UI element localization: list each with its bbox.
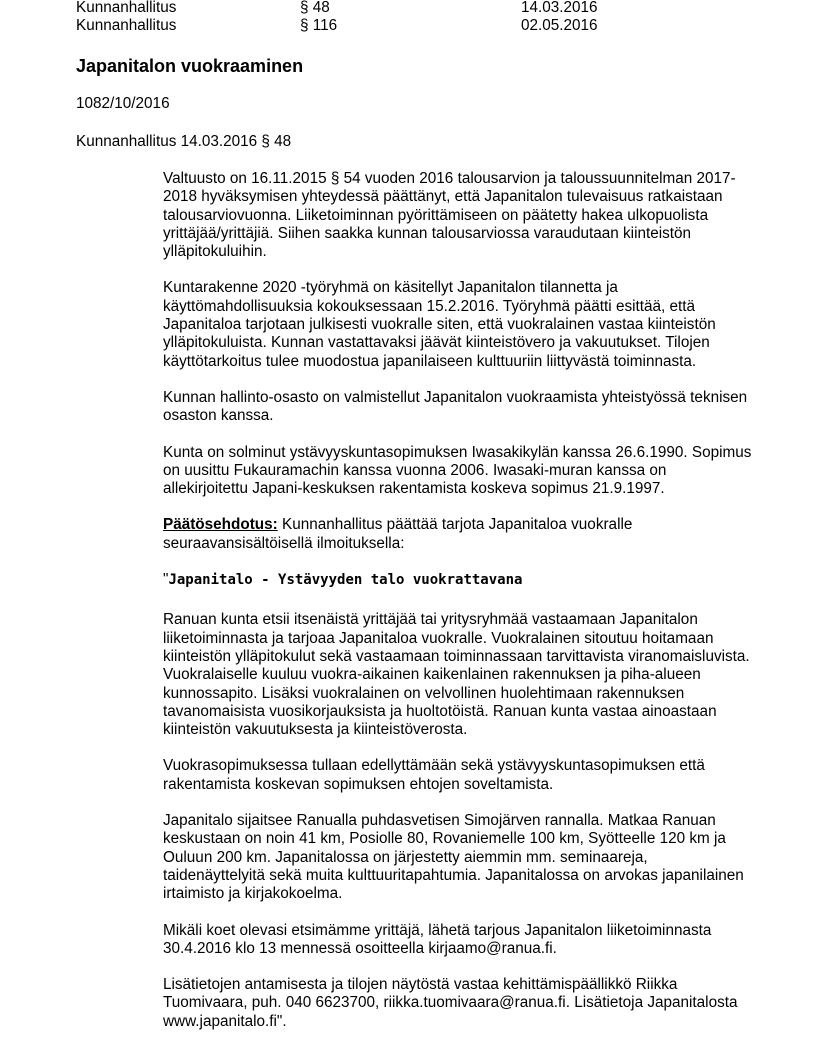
header-row <box>76 0 776 17</box>
record-number: 1082/10/2016 <box>76 95 170 112</box>
ad-open-quote: " <box>163 571 169 589</box>
header-section: § 48 <box>300 0 330 16</box>
paragraph: Valtuusto on 16.11.2015 § 54 vuoden 2016 talousarvion ja taloussuunnitelman 2017-2018 hyväksymisen yhteydessä päättänyt, että Japanitalon tulevaisuus ratkaistaan talousarviovuonna. Liiketoiminnan pyörittämiseen on päätetty hakea ulkopuolista yrittäjää/yrittäjiä. Siihen saakka kunnan talousarviossa varaudutaan kiinteistön ylläpitokuluihin. <box>163 170 736 261</box>
proposal-text: Kunnanhallitus päättää tarjota Japanitaloa vuokralle seuraavansisältöisellä ilmoituksella: <box>163 516 633 552</box>
ad-title: Japanitalo - Ystävyyden talo vuokrattavana <box>168 572 523 589</box>
meeting-reference: Kunnanhallitus 14.03.2016 § 48 <box>76 133 292 150</box>
ad-paragraph: Vuokrasopimuksessa tullaan edellyttämään sekä ystävyyskuntasopimuksen että rakentamista koskevan sopimuksen ehtojen soveltamista. <box>163 757 705 793</box>
ad-paragraph: Mikäli koet olevasi etsimämme yrittäjä, lähetä tarjous Japanitalon liiketoiminnasta 30.4.2016 klo 13 mennessä osoitteella kirjaamo@ranua.fi. <box>163 921 712 957</box>
ad-paragraph: Ranuan kunta etsii itsenäistä yrittäjää tai yritysryhmää vastaamaan Japanitalon liiketoiminnasta ja tarjoaa Japanitaloa vuokralle. Vuokralainen sitoutuu hoitamaan kiinteistön ylläpitokulut sekä vastaamaan toiminnassaan tarvittavista viranomaisluvista. Vuokralaiselle kuuluu vuokra-aikainen kaikenlainen rakennuksen ja piha-alueen kunnossapito. Lisäksi vuokralainen on velvollinen huolehtimaan rakennuksen tavanomaisista vuosikorjauksista ja huoltotöistä. Ranuan kunta vastaa ainoastaan kiinteistön vakuutuksesta ja kiinteistöverosta. <box>163 611 750 739</box>
ad-title-line <box>163 571 753 589</box>
header-row <box>76 17 776 35</box>
paragraph: Kuntarakenne 2020 -työryhmä on käsitellyt Japanitalon tilannetta ja käyttömahdollisuuksia kokouksessaan 15.2.2016. Työryhmä päätti esittää, että Japanitaloa tarjotaan julkisesti vuokralle siten, että vuokralainen vastaa kiinteistön ylläpitokuluista. Kunnan vastattavaksi jäävät kiinteistövero ja vakuutukset. Tilojen käyttötarkoitus tulee muodostua japanilaiseen kulttuuriin liittyvästä toiminnasta. <box>163 279 716 370</box>
document-body <box>163 170 753 1049</box>
proposal-paragraph <box>163 516 753 553</box>
paragraph: Kunnan hallinto-osasto on valmistellut Japanitalon vuokraamista yhteistyössä teknisen osaston kanssa. <box>163 388 748 425</box>
document-title: Japanitalon vuokraaminen <box>76 56 304 76</box>
proposal-heading: Päätösehdotus: <box>163 516 278 534</box>
header-section: § 116 <box>300 17 338 34</box>
header-date: 02.05.2016 <box>521 17 598 34</box>
header-body: Kunnanhallitus <box>76 17 177 34</box>
paragraph: Kunta on solminut ystävyyskuntasopimuksen Iwasakikylän kanssa 26.6.1990. Sopimus on uusittu Fukauramachin kanssa vuonna 2006. Iwasaki-muran kanssa on allekirjoitettu Japani-keskuksen rakentamista koskeva sopimus 21.9.1997. <box>163 443 752 498</box>
ad-paragraph: Lisätietojen antamisesta ja tilojen näytöstä vastaa kehittämispäällikkö Riikka Tuomivaara, puh. 040 6623700, riikka.tuomivaara@ranua.fi. Lisätietoja Japanitalosta www.japanitalo.fi". <box>163 976 738 1030</box>
ad-paragraph: Japanitalo sijaitsee Ranualla puhdasvetisen Simojärven rannalla. Matkaa Ranuan keskustaan on noin 41 km, Posiolle 80, Rovaniemelle 100 km, Syötteelle 120 km ja Ouluun 200 km. Japanitalossa on järjestetty aiemmin mm. seminaareja, taidenäyttelyitä sekä muita kulttuuritapahtumia. Japanitalossa on arvokas japanilainen irtaimisto ja kirjakokoelma. <box>163 812 744 903</box>
header-date: 14.03.2016 <box>521 0 598 16</box>
header-body: Kunnanhallitus <box>76 0 177 16</box>
